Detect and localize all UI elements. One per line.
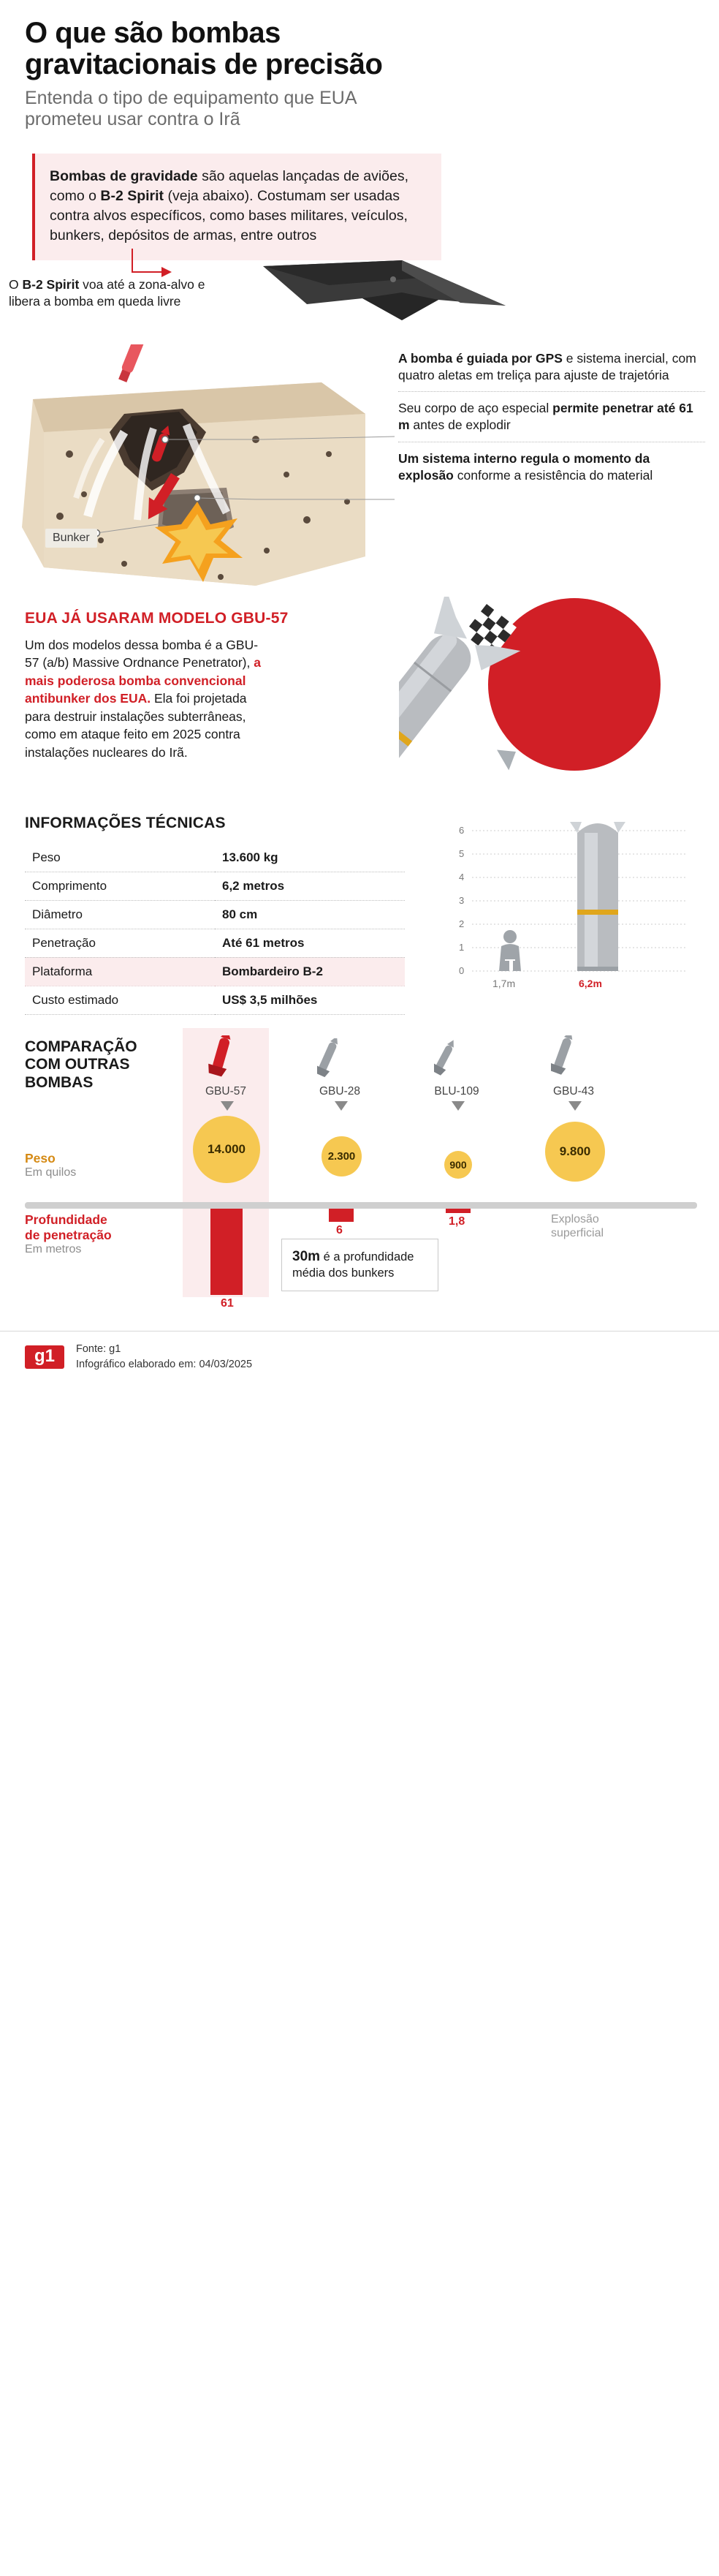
pointer-triangle-icon <box>335 1101 349 1113</box>
b2-caption-1: O <box>9 276 23 292</box>
intro-section <box>0 135 719 260</box>
callout-penetration-bold: permite penetrar até 61 m <box>398 401 693 433</box>
footer-date: Infográfico elaborado em: 04/03/2025 <box>76 1358 253 1370</box>
weight-bubble: 14.000 <box>193 1116 260 1183</box>
intro-text-1: são aquelas lançadas de aviões, como o <box>50 167 409 204</box>
connector-arrow-icon <box>128 247 179 291</box>
bunker-scene <box>0 344 719 597</box>
page-title-line1: O que são bombas <box>25 17 281 49</box>
bomb-name: BLU-109 <box>434 1084 479 1098</box>
gbu57-section <box>0 597 719 809</box>
depth-axis-label <box>25 1212 112 1257</box>
callout-penetration-text: antes de explodir <box>409 418 511 433</box>
surface-explosion-label <box>551 1212 646 1240</box>
bunker-depth-text: é a profundidade média dos bunkers <box>292 1250 414 1280</box>
b2-spirit-aircraft-icon <box>219 260 541 344</box>
depth-bar <box>329 1209 354 1222</box>
spec-value: 13.600 kg <box>215 844 405 872</box>
callout-gps-bold: A bomba é guiada por GPS <box>398 350 563 366</box>
bunker-depth-note <box>281 1239 438 1291</box>
spec-label: Plataforma <box>25 957 215 986</box>
axis-tick: 1 <box>459 941 465 953</box>
page-subtitle-line2: prometeu usar contra o Irã <box>25 109 240 130</box>
b2-section <box>0 260 719 344</box>
weight-axis-label <box>25 1151 76 1179</box>
intro-box <box>32 154 441 260</box>
callout-penetration-pre: Seu corpo de aço especial <box>398 401 553 416</box>
footer <box>0 1331 719 1386</box>
gbu57-text-1: Um dos modelos dessa bomba é a GBU-57 (a/b) Massive Ordnance Penetrator), <box>25 637 259 670</box>
table-row <box>25 929 405 957</box>
pointer-triangle-icon <box>452 1101 466 1113</box>
surface-label-l1: Explosão <box>551 1212 599 1225</box>
comparison-title-l2: COM OUTRAS <box>25 1056 130 1073</box>
depth-value: 6 <box>336 1223 343 1236</box>
table-row <box>25 872 405 900</box>
blu109-small-icon <box>434 1040 520 1084</box>
pointer-triangle-icon <box>568 1101 583 1113</box>
gbu57-scale-icon <box>570 822 625 971</box>
bomb-length-label: 6,2m <box>579 977 602 989</box>
gbu57-section-title: EUA JÁ USARAM MODELO GBU-57 <box>25 609 289 627</box>
b2-caption-bold: B-2 Spirit <box>22 276 80 292</box>
bunker-label: Bunker <box>45 529 97 548</box>
page-subtitle-line1: Entenda o tipo de equipamento que EUA <box>25 88 357 109</box>
comparison-title-l3: BOMBAS <box>25 1074 94 1092</box>
callout-fuze-bold: Um sistema interno regula o momento da explosão <box>398 450 650 483</box>
scene-callouts <box>398 350 705 492</box>
weight-bubble: 900 <box>444 1151 472 1179</box>
gbu57-small-icon <box>205 1035 291 1079</box>
gbu28-small-icon <box>317 1038 403 1082</box>
depth-label-l1: Profundidade <box>25 1212 107 1227</box>
bomb-name: GBU-57 <box>205 1084 246 1098</box>
axis-tick: 5 <box>459 847 465 859</box>
weight-bubble: 2.300 <box>322 1136 362 1176</box>
table-row <box>25 900 405 929</box>
pointer-triangle-icon <box>221 1101 235 1113</box>
intro-text-2: (veja abaixo). Costumam ser usadas contra alvos específicos, como bases militares, veículos, bunkers, depósitos de armas, entre outros <box>50 187 408 243</box>
depth-value: 61 <box>221 1296 234 1310</box>
axis-tick: 6 <box>459 824 465 836</box>
table-row <box>25 844 405 872</box>
technical-info-section <box>0 809 719 1028</box>
spec-label: Custo estimado <box>25 986 215 1014</box>
gbu43-small-icon <box>551 1035 637 1079</box>
scale-comparison-chart <box>453 822 694 1005</box>
b2-caption-2: voa até a zona-alvo e libera a bomba em queda livre <box>9 276 205 309</box>
spec-label: Peso <box>25 844 215 872</box>
axis-tick: 0 <box>459 964 465 976</box>
gbu57-text-2: Ela foi projetada para destruir instalações subterrâneas, como em ataque feito em 2025 contra instalações nucleares do Irã. <box>25 691 247 760</box>
spec-value: Bombardeiro B-2 <box>215 957 405 986</box>
surface-label-l2: superficial <box>551 1226 604 1239</box>
specs-table <box>25 844 405 1015</box>
axis-tick: 3 <box>459 894 465 906</box>
depth-label-l2: de penetração <box>25 1227 112 1242</box>
spec-value: 6,2 metros <box>215 872 405 900</box>
depth-bar <box>446 1209 471 1213</box>
intro-text <box>50 167 425 246</box>
spec-label: Comprimento <box>25 872 215 900</box>
callout-gps <box>398 350 705 392</box>
comparison-section <box>0 1028 719 1321</box>
ground-line <box>25 1202 697 1209</box>
human-height-label: 1,7m <box>492 977 516 989</box>
spec-label: Penetração <box>25 929 215 957</box>
comparison-title-l1: COMPARAÇÃO <box>25 1038 137 1055</box>
callout-fuze <box>398 442 705 492</box>
page-subtitle <box>25 88 694 130</box>
weight-label: Peso <box>25 1150 56 1166</box>
page-title-line2: gravitacionais de precisão <box>25 48 383 81</box>
bomb-name: GBU-43 <box>553 1084 594 1098</box>
page-title <box>25 18 694 80</box>
footer-source: Fonte: g1 <box>76 1342 121 1355</box>
spec-label: Diâmetro <box>25 900 215 929</box>
table-row <box>25 986 405 1014</box>
bomb-name: GBU-28 <box>319 1084 360 1098</box>
spec-value: US$ 3,5 milhões <box>215 986 405 1014</box>
technical-info-title: INFORMAÇÕES TÉCNICAS <box>25 814 226 831</box>
header <box>0 0 719 135</box>
bunker-depth-value: 30m <box>292 1248 321 1264</box>
gbu57-description <box>25 636 266 762</box>
weight-bubble: 9.800 <box>545 1122 605 1182</box>
depth-value: 1,8 <box>449 1215 465 1228</box>
weight-unit: Em quilos <box>25 1166 77 1179</box>
g1-logo: g1 <box>25 1345 64 1369</box>
depth-unit: Em metros <box>25 1243 82 1256</box>
callout-fuze-text: conforme a resistência do material <box>453 467 653 483</box>
callout-penetration <box>398 391 705 442</box>
human-silhouette-icon <box>499 930 521 971</box>
spec-value: 80 cm <box>215 900 405 929</box>
axis-tick: 4 <box>459 871 465 883</box>
callout-gps-text: e sistema inercial, com quatro aletas em treliça para ajuste de trajetória <box>398 350 696 382</box>
axis-tick: 2 <box>459 918 465 929</box>
gbu57-text-highlight: a mais poderosa bomba convencional antibunker dos EUA. <box>25 655 261 706</box>
comparison-title <box>25 1038 164 1092</box>
depth-bar <box>210 1209 243 1295</box>
intro-bold-1: Bombas de gravidade <box>50 167 198 184</box>
gbu57-bomb-illustration <box>399 597 706 787</box>
table-row <box>25 957 405 986</box>
footer-credits <box>76 1342 252 1372</box>
spec-value: Até 61 metros <box>215 929 405 957</box>
depth-label <box>25 1212 112 1244</box>
bunker-cross-section-illustration <box>15 344 409 597</box>
intro-bold-2: B-2 Spirit <box>100 187 164 204</box>
